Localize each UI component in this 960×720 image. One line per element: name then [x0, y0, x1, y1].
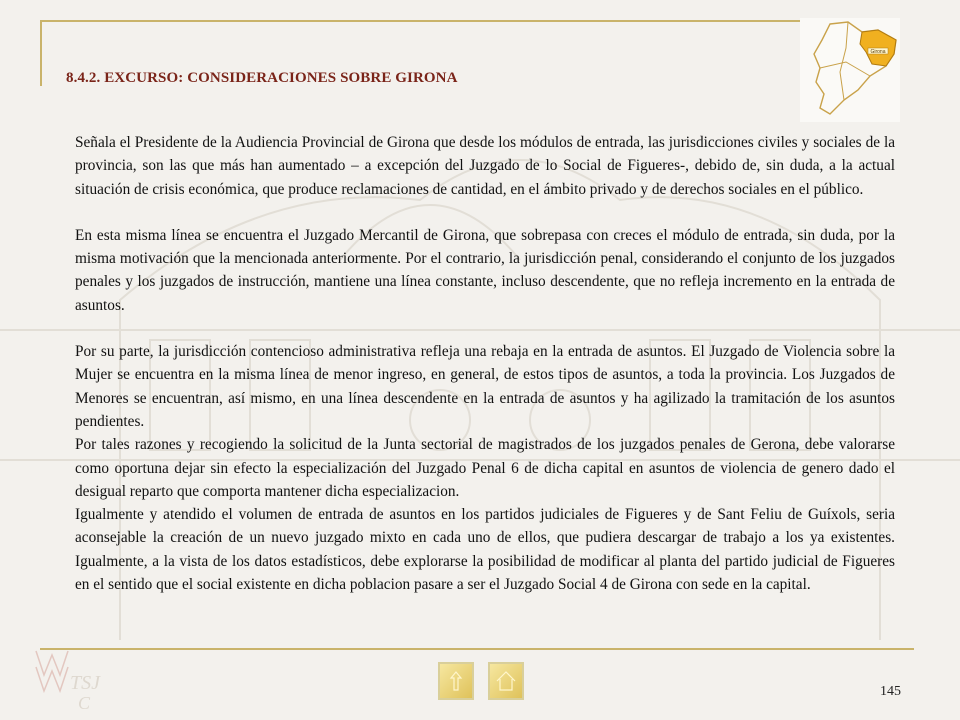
svg-text:C: C: [78, 693, 91, 713]
footer-rule: [40, 648, 914, 650]
catalonia-map: [800, 18, 900, 122]
page-title: 8.4.2. EXCURSO: CONSIDERACIONES SOBRE GIRONA: [66, 70, 458, 86]
svg-text:TSJ: TSJ: [70, 672, 100, 694]
tsj-logo: [30, 645, 120, 715]
paragraph-1: Señala el Presidente de la Audiencia Provincial de Girona que desde los módulos de entrada, las jurisdicciones civiles y sociales de la provincia, son las que más han aumentado – a excepción del Juzgado de lo Social de Figueres-, debido de, sin duda, a la actual situación de crisis económica, que produce reclamaciones de cantidad, en el ámbito privado y de derechos sociales en el público.: [75, 134, 895, 198]
body-text: [75, 131, 895, 596]
paragraph-2: En esta misma línea se encuentra el Juzgado Mercantil de Girona, que sobrepasa con creces el módulo de entrada, sin duda, por la misma motivación que la mencionada anteriormente. Por el contrario, la jurisdicción penal, considerando el conjunto de los juzgados penales y los juzgados de instrucción, mantiene una línea constante, incluso descendente, que no refleja incremento en la entrada de asuntos.: [75, 226, 895, 314]
home-icon: [490, 664, 522, 698]
up-button[interactable]: [438, 662, 474, 700]
home-button[interactable]: [488, 662, 524, 700]
up-arrow-icon: [440, 664, 472, 698]
paragraph-4: Por tales razones y recogiendo la solicitud de la Junta sectorial de magistrados de los juzgados penales de Gerona, debe valorarse como oportuna dejar sin efecto la especialización del Juzgado Penal 6 de dicha capital en asuntos de violencia de genero dado el desigual reparto que comporta mantener dicha especializacion.: [75, 436, 895, 500]
paragraph-5: Igualmente y atendido el volumen de entrada de asuntos en los partidos judiciales de Figueres y de Sant Feliu de Guíxols, seria aconsejable la creación de un nuevo juzgado mixto en cada uno de ellos, que pudiera descargar de trabajo a los ya existentes. Igualmente, a la vista de los datos estadísticos, debe explorarse la posibilidad de modificar al planta del partido judicial de Figueres en el sentido que el social existente en dicha poblacion pasare a ser el Juzgado Social 4 de Girona con sede en la capital.: [75, 506, 895, 594]
paragraph-3: Por su parte, la jurisdicción contencioso administrativa refleja una rebaja en la entrada de asuntos. El Juzgado de Violencia sobre la Mujer se encuentra en la misma línea de menor ingreso, en general, de estos tipos de asuntos, a toda la provincia. Los Juzgados de Menores se encuentran, así mismo, en una línea descendente en la entrada de asuntos y ha agilizado la tramitación de los asuntos pendientes.: [75, 343, 895, 430]
page-number: 145: [880, 684, 901, 699]
svg-text:Girona: Girona: [870, 49, 886, 55]
